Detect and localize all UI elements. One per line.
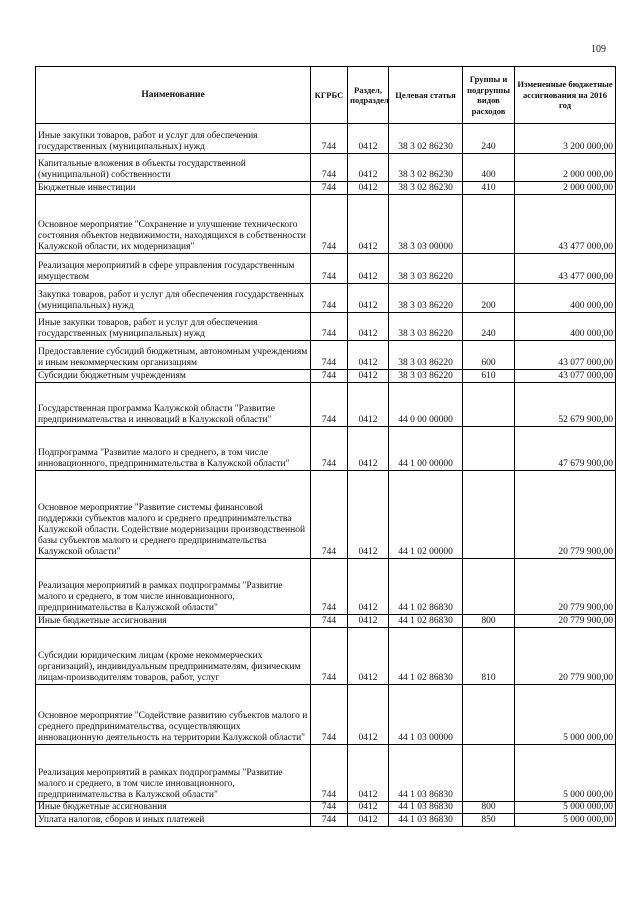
cell-section: 0412 — [348, 559, 389, 615]
table-row — [36, 195, 616, 254]
cell-name: Реализация мероприятий в сфере управления государственным имуществом — [36, 254, 311, 284]
cell-kgrbs: 744 — [311, 284, 348, 313]
cell-section: 0412 — [348, 313, 389, 341]
cell-group: 610 — [463, 370, 515, 383]
cell-kgrbs: 744 — [311, 814, 348, 827]
cell-group — [463, 559, 515, 615]
table-row — [36, 182, 616, 195]
cell-group: 800 — [463, 802, 515, 814]
cell-kgrbs: 744 — [311, 341, 348, 370]
cell-name: Иные закупки товаров, работ и услуг для обеспечения государственных (муниципальных) нужд — [36, 313, 311, 341]
table-row — [36, 313, 616, 341]
cell-kgrbs: 744 — [311, 559, 348, 615]
cell-group: 200 — [463, 284, 515, 313]
cell-name: Подпрограмма "Развитие малого и среднего, в том числе инновационного, предпринимательства в Калужской области" — [36, 427, 311, 471]
cell-group — [463, 745, 515, 802]
cell-amount: 5 000 000,00 — [515, 685, 616, 745]
cell-group: 800 — [463, 615, 515, 628]
cell-kgrbs: 744 — [311, 628, 348, 685]
cell-name: Реализация мероприятий в рамках подпрограммы "Развитие малого и среднего, в том числе инновационного, предпринимательства в Калужской области" — [36, 745, 311, 802]
cell-section: 0412 — [348, 814, 389, 827]
cell-target: 44 1 02 86830 — [389, 615, 463, 628]
cell-section: 0412 — [348, 383, 389, 427]
cell-amount: 43 077 000,00 — [515, 370, 616, 383]
cell-kgrbs: 744 — [311, 427, 348, 471]
cell-group: 410 — [463, 182, 515, 195]
table-row — [36, 628, 616, 685]
cell-name: Основное мероприятие "Развитие системы финансовой поддержки субъектов малого и среднего предпринимательства Калужской области. Содействие модернизации производственной базы субъектов малого и среднего предпринимательства Калужской области" — [36, 471, 311, 559]
cell-group: 850 — [463, 814, 515, 827]
cell-target: 38 3 03 86220 — [389, 254, 463, 284]
cell-name: Иные бюджетные ассигнования — [36, 615, 311, 628]
cell-name: Иные закупки товаров, работ и услуг для обеспечения государственных (муниципальных) нужд — [36, 124, 311, 154]
table-row — [36, 745, 616, 802]
cell-group: 810 — [463, 628, 515, 685]
cell-name: Бюджетные инвестиции — [36, 182, 311, 195]
cell-kgrbs: 744 — [311, 370, 348, 383]
cell-amount: 20 779 900,00 — [515, 615, 616, 628]
cell-section: 0412 — [348, 154, 389, 182]
cell-section: 0412 — [348, 370, 389, 383]
table-row — [36, 802, 616, 814]
cell-section: 0412 — [348, 284, 389, 313]
cell-group — [463, 254, 515, 284]
cell-amount: 2 000 000,00 — [515, 154, 616, 182]
cell-amount: 3 200 000,00 — [515, 124, 616, 154]
cell-amount: 43 477 000,00 — [515, 195, 616, 254]
cell-section: 0412 — [348, 685, 389, 745]
header-section: Раздел, подраздел — [348, 67, 389, 124]
cell-target: 38 3 03 86220 — [389, 341, 463, 370]
cell-kgrbs: 744 — [311, 615, 348, 628]
table-row — [36, 284, 616, 313]
cell-target: 38 3 03 00000 — [389, 195, 463, 254]
table-row — [36, 814, 616, 827]
cell-amount: 20 779 900,00 — [515, 628, 616, 685]
cell-amount: 20 779 900,00 — [515, 559, 616, 615]
header-group: Группы и подгруппы видов расходов — [463, 67, 515, 124]
cell-amount: 400 000,00 — [515, 284, 616, 313]
table-header-row — [36, 67, 616, 124]
cell-amount: 52 679 900,00 — [515, 383, 616, 427]
table-row — [36, 471, 616, 559]
header-amount: Измененные бюджетные ассигнования на 2016 год — [515, 67, 616, 124]
cell-name: Предоставление субсидий бюджетным, автономным учреждениям и иным некоммерческим организациям — [36, 341, 311, 370]
table-row — [36, 341, 616, 370]
cell-name: Закупка товаров, работ и услуг для обеспечения государственных (муниципальных) нужд — [36, 284, 311, 313]
cell-group — [463, 471, 515, 559]
table-row — [36, 685, 616, 745]
cell-group: 400 — [463, 154, 515, 182]
cell-section: 0412 — [348, 745, 389, 802]
cell-kgrbs: 744 — [311, 685, 348, 745]
table-row — [36, 559, 616, 615]
cell-amount: 43 477 000,00 — [515, 254, 616, 284]
header-kgrbs: КГРБС — [311, 67, 348, 124]
cell-amount: 20 779 900,00 — [515, 471, 616, 559]
cell-section: 0412 — [348, 615, 389, 628]
cell-kgrbs: 744 — [311, 195, 348, 254]
cell-target: 38 3 02 86230 — [389, 154, 463, 182]
cell-section: 0412 — [348, 195, 389, 254]
cell-group — [463, 195, 515, 254]
table-row — [36, 427, 616, 471]
cell-group: 600 — [463, 341, 515, 370]
cell-kgrbs: 744 — [311, 802, 348, 814]
table-row — [36, 154, 616, 182]
cell-target: 44 1 03 86830 — [389, 745, 463, 802]
cell-amount: 47 679 900,00 — [515, 427, 616, 471]
cell-amount: 5 000 000,00 — [515, 814, 616, 827]
cell-section: 0412 — [348, 124, 389, 154]
cell-kgrbs: 744 — [311, 745, 348, 802]
cell-name: Капитальные вложения в объекты государственной (муниципальной) собственности — [36, 154, 311, 182]
cell-kgrbs: 744 — [311, 471, 348, 559]
cell-name: Субсидии юридическим лицам (кроме некоммерческих организаций), индивидуальным предпринимателям, физическим лицам-производителям товаров, работ, услуг — [36, 628, 311, 685]
cell-section: 0412 — [348, 471, 389, 559]
cell-amount: 2 000 000,00 — [515, 182, 616, 195]
cell-target: 38 3 03 86220 — [389, 313, 463, 341]
cell-target: 44 1 00 00000 — [389, 427, 463, 471]
cell-target: 44 1 03 00000 — [389, 685, 463, 745]
cell-section: 0412 — [348, 182, 389, 195]
header-name: Наименование — [36, 67, 311, 124]
cell-target: 44 1 02 86830 — [389, 628, 463, 685]
cell-amount: 5 000 000,00 — [515, 745, 616, 802]
table-row — [36, 370, 616, 383]
cell-target: 44 1 02 86830 — [389, 559, 463, 615]
cell-kgrbs: 744 — [311, 154, 348, 182]
cell-kgrbs: 744 — [311, 182, 348, 195]
cell-name: Основное мероприятие "Сохранение и улучшение технического состояния объектов недвижимости, находящихся в собственности Калужской области, их модернизация" — [36, 195, 311, 254]
cell-kgrbs: 744 — [311, 254, 348, 284]
cell-target: 38 3 03 86220 — [389, 284, 463, 313]
cell-name: Основное мероприятие "Содействие развитию субъектов малого и среднего предпринимательства, осуществляющих инновационную деятельность на территории Калужской области" — [36, 685, 311, 745]
cell-amount: 5 000 000,00 — [515, 802, 616, 814]
cell-target: 44 0 00 00000 — [389, 383, 463, 427]
cell-group — [463, 427, 515, 471]
cell-kgrbs: 744 — [311, 313, 348, 341]
cell-group — [463, 685, 515, 745]
cell-section: 0412 — [348, 802, 389, 814]
cell-target: 38 3 02 86230 — [389, 182, 463, 195]
cell-name: Иные бюджетные ассигнования — [36, 802, 311, 814]
cell-section: 0412 — [348, 427, 389, 471]
cell-target: 38 3 03 86220 — [389, 370, 463, 383]
cell-target: 44 1 02 00000 — [389, 471, 463, 559]
table-row — [36, 254, 616, 284]
cell-group: 240 — [463, 124, 515, 154]
cell-section: 0412 — [348, 628, 389, 685]
cell-group — [463, 383, 515, 427]
cell-target: 38 3 02 86230 — [389, 124, 463, 154]
header-target: Целевая статья — [389, 67, 463, 124]
cell-kgrbs: 744 — [311, 124, 348, 154]
table-row — [36, 124, 616, 154]
cell-name: Реализация мероприятий в рамках подпрограммы "Развитие малого и среднего, в том числе инновационного, предпринимательства в Калужской области" — [36, 559, 311, 615]
cell-kgrbs: 744 — [311, 383, 348, 427]
cell-section: 0412 — [348, 254, 389, 284]
cell-name: Субсидии бюджетным учреждениям — [36, 370, 311, 383]
cell-name: Государственная программа Калужской области "Развитие предпринимательства и инноваций в Калужской области" — [36, 383, 311, 427]
cell-amount: 400 000,00 — [515, 313, 616, 341]
cell-section: 0412 — [348, 341, 389, 370]
cell-name: Уплата налогов, сборов и иных платежей — [36, 814, 311, 827]
cell-target: 44 1 03 86830 — [389, 802, 463, 814]
budget-table — [35, 66, 616, 827]
cell-amount: 43 077 000,00 — [515, 341, 616, 370]
cell-group: 240 — [463, 313, 515, 341]
table-row — [36, 615, 616, 628]
table-row — [36, 383, 616, 427]
page-number: 109 — [591, 44, 606, 55]
cell-target: 44 1 03 86830 — [389, 814, 463, 827]
